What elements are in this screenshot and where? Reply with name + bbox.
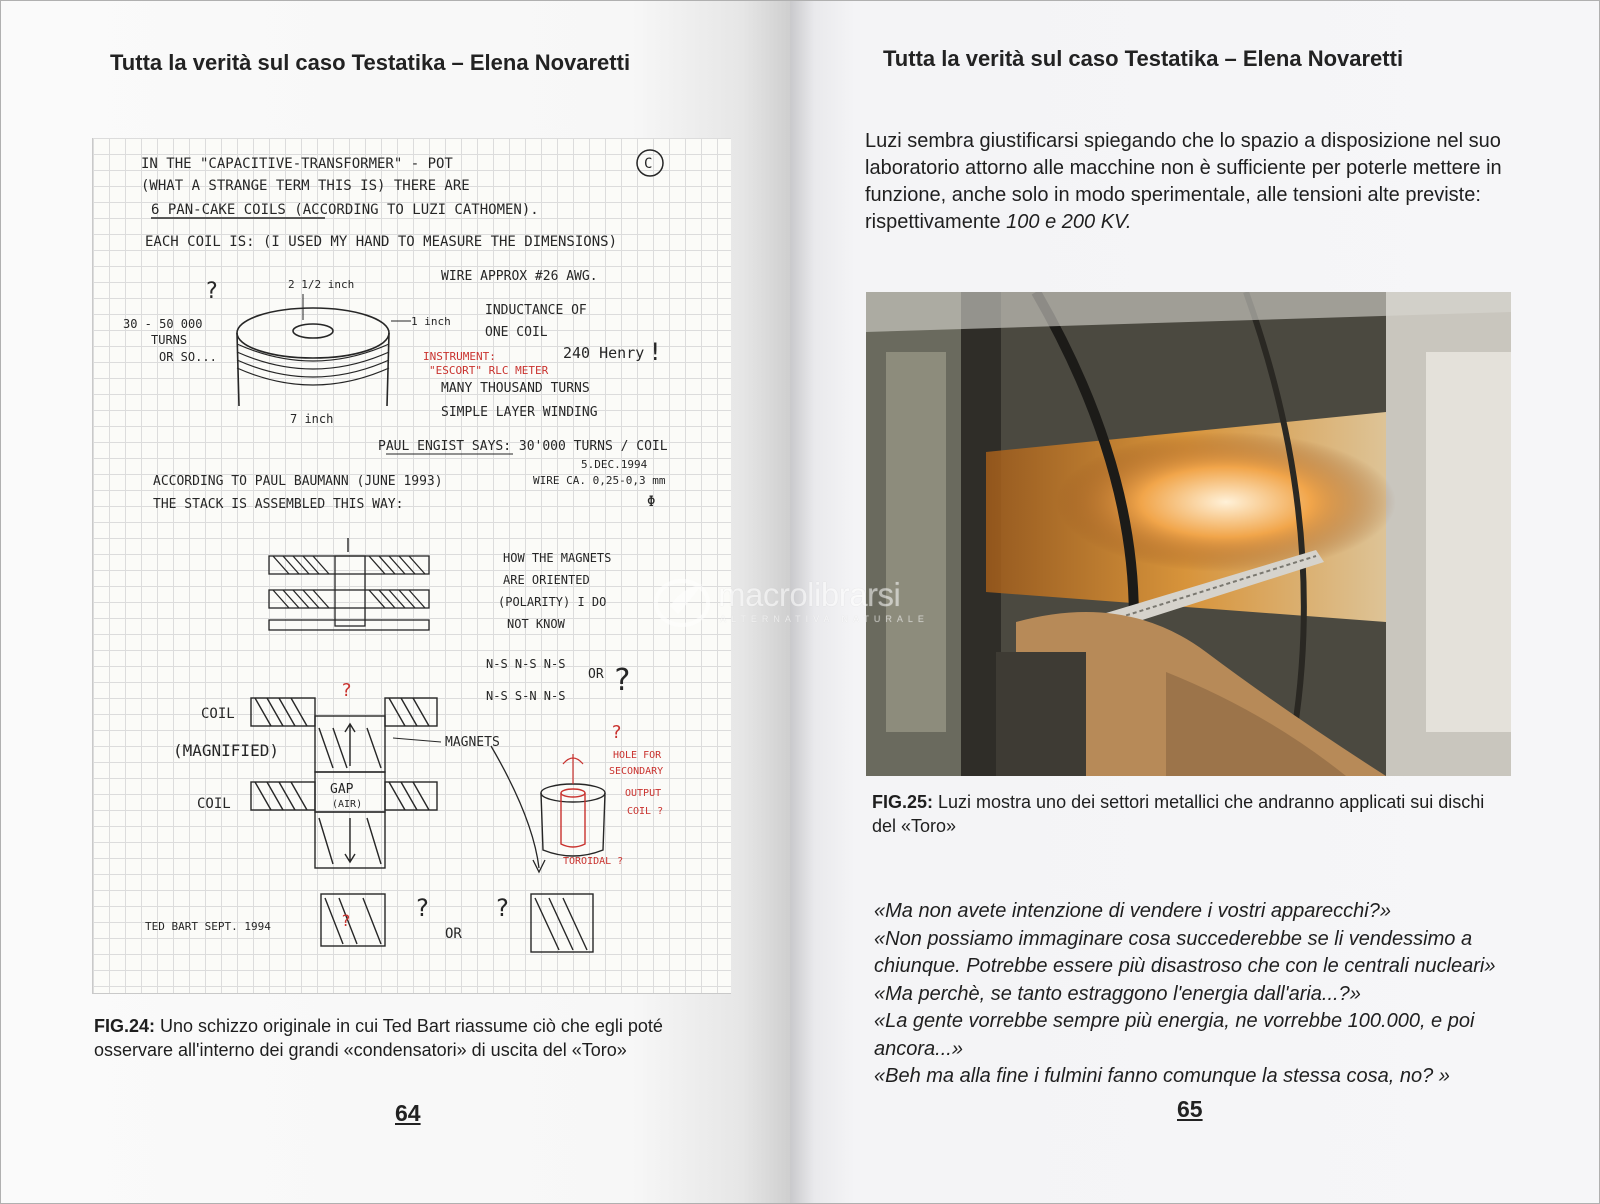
turns-label: TURNS bbox=[151, 333, 188, 347]
question-mark-1: ? bbox=[205, 279, 219, 304]
watermark bbox=[652, 576, 952, 634]
sketch-line-1: IN THE "CAPACITIVE-TRANSFORMER" - POT bbox=[141, 156, 453, 172]
question-mark-2: ? bbox=[613, 663, 632, 698]
magnets-note-4: NOT KNOW bbox=[507, 617, 565, 631]
sketch-signature: TED BART SEPT. 1994 bbox=[145, 920, 271, 933]
question-mark-3: ? bbox=[415, 894, 430, 922]
question-mark-red-3: ? bbox=[341, 911, 351, 930]
sketch-drawing bbox=[93, 138, 731, 993]
instrument-label: INSTRUMENT: bbox=[423, 350, 496, 363]
dim-top: 2 1/2 inch bbox=[288, 278, 355, 291]
dialogue-line: «Ma perchè, se tanto estraggono l'energia dall'aria...?» bbox=[874, 982, 1361, 1005]
coil-label-2: COIL bbox=[197, 796, 231, 812]
fig24-sketch bbox=[92, 138, 731, 994]
dialogue-line: «La gente vorrebbe sempre più energia, ne vorrebbe 100.000, e poi ancora...» bbox=[874, 1010, 1475, 1060]
single-layer: SIMPLE LAYER WINDING bbox=[441, 405, 598, 420]
exclamation-1: ! bbox=[648, 338, 663, 366]
magnets-note-1: HOW THE MAGNETS bbox=[503, 551, 612, 565]
wire-size: WIRE CA. 0,25-0,3 mm bbox=[533, 474, 666, 487]
inductance-line-1: INDUCTANCE OF bbox=[485, 303, 587, 318]
hole-2: SECONDARY bbox=[609, 766, 664, 777]
dialogue-line: «Ma non avete intenzione di vendere i vostri apparecchi?» bbox=[874, 900, 1391, 922]
hole-3: OUTPUT bbox=[625, 788, 662, 799]
running-head-left: Tutta la verità sul caso Testatika – Elena Novaretti bbox=[110, 50, 631, 75]
turns-count: 30 - 50 000 bbox=[123, 317, 203, 331]
fig25-photo bbox=[866, 292, 1511, 776]
paul-engist: PAUL ENGIST SAYS: 30'000 TURNS / COIL bbox=[378, 439, 668, 454]
hole-4: COIL ? bbox=[627, 806, 664, 817]
or-word-1: OR bbox=[588, 667, 604, 682]
question-mark-red-2: ? bbox=[611, 722, 622, 743]
page-number-right: 65 bbox=[1177, 1096, 1203, 1122]
magnified-label: (MAGNIFIED) bbox=[173, 741, 279, 760]
watermark-logo-icon bbox=[652, 578, 712, 628]
coil-label-1: COIL bbox=[201, 706, 235, 722]
thousand-turns: MANY THOUSAND TURNS bbox=[441, 381, 590, 396]
dim-bottom: 7 inch bbox=[290, 412, 334, 426]
dim-side: 1 inch bbox=[411, 315, 451, 328]
wire-note: WIRE APPROX #26 AWG. bbox=[441, 269, 598, 284]
watermark-name: macrolibrarsi bbox=[718, 576, 901, 613]
according-1: ACCORDING TO PAUL BAUMANN (JUNE 1993) bbox=[153, 474, 443, 489]
fig25-caption bbox=[872, 790, 1512, 838]
henry-value: 240 Henry bbox=[563, 344, 645, 362]
intro-paragraph-text: Luzi sembra giustificarsi spiegando che lo spazio a disposizione nel suo laboratorio attorno alle macchine non è sufficiente per poterle mettere in funzione, anche solo in modo sperimentale, alle tensioni alte previste: rispettivamente bbox=[865, 130, 1502, 233]
question-mark-4: ? bbox=[495, 894, 510, 922]
dialogue-line: «Beh ma alla fine i fulmini fanno comunque la stessa cosa, no? » bbox=[874, 1065, 1450, 1087]
dialogue-line: «Non possiamo immaginare cosa succederebbe se li vendessimo a chiunque. Potrebbe essere più disastroso che con le centrali nucleari» bbox=[874, 927, 1496, 977]
date-note: 5.DEC.1994 bbox=[581, 458, 648, 471]
watermark-tagline: ALTERNATIVA NATURALE bbox=[720, 614, 929, 624]
fig25-caption-text: Luzi mostra uno dei settori metallici che andranno applicati sui dischi del «Toro» bbox=[872, 792, 1485, 836]
toroidal-label: TOROIDAL ? bbox=[563, 856, 624, 867]
sketch-line-2: (WHAT A STRANGE TERM THIS IS) THERE ARE bbox=[141, 178, 470, 194]
polarity-option-1: N-S N-S N-S bbox=[486, 657, 566, 671]
fig25-caption-label: FIG.25: bbox=[872, 792, 934, 812]
fig24-caption-label: FIG.24: bbox=[94, 1016, 156, 1036]
fig24-caption bbox=[94, 1014, 730, 1062]
circle-mark-letter: C bbox=[644, 156, 653, 172]
inductance-line-2: ONE COIL bbox=[485, 325, 548, 340]
fig24-caption-text: Uno schizzo originale in cui Ted Bart riassume ciò che egli poté osservare all'interno dei grandi «condensatori» di uscita del «Toro» bbox=[94, 1016, 663, 1060]
magnets-label: MAGNETS bbox=[445, 735, 500, 750]
intro-paragraph bbox=[865, 128, 1505, 236]
intro-paragraph-voltages: 100 e 200 KV. bbox=[1006, 211, 1132, 233]
magnets-note-2: ARE ORIENTED bbox=[503, 573, 590, 587]
turns-or-so: OR SO... bbox=[159, 350, 217, 364]
instrument-name: "ESCORT" RLC METER bbox=[429, 364, 549, 377]
stack-drawing bbox=[269, 556, 429, 630]
question-mark-red-1: ? bbox=[341, 680, 352, 701]
dialogue-block bbox=[874, 898, 1514, 1091]
gap-label: GAP bbox=[330, 782, 354, 797]
sketch-line-4: EACH COIL IS: (I USED MY HAND TO MEASURE THE DIMENSIONS) bbox=[145, 234, 618, 250]
bottom-squares bbox=[321, 894, 593, 993]
running-head-right: Tutta la verità sul caso Testatika – Elena Novaretti bbox=[883, 46, 1404, 71]
photo-image bbox=[866, 292, 1511, 776]
or-word-2: OR bbox=[445, 926, 462, 942]
polarity-option-2: N-S S-N N-S bbox=[486, 689, 566, 703]
secondary-coil-drawing bbox=[541, 754, 605, 856]
according-2: THE STACK IS ASSEMBLED THIS WAY: bbox=[153, 497, 404, 512]
hole-1: HOLE FOR bbox=[613, 750, 662, 761]
page-number-left: 64 bbox=[395, 1100, 421, 1126]
phi-symbol: Φ bbox=[647, 494, 656, 510]
sketch-line-3: 6 PAN-CAKE COILS (ACCORDING TO LUZI CATHOMEN). bbox=[151, 202, 539, 218]
magnets-note-3: (POLARITY) I DO bbox=[498, 595, 607, 609]
gap-air: (AIR) bbox=[332, 799, 363, 810]
